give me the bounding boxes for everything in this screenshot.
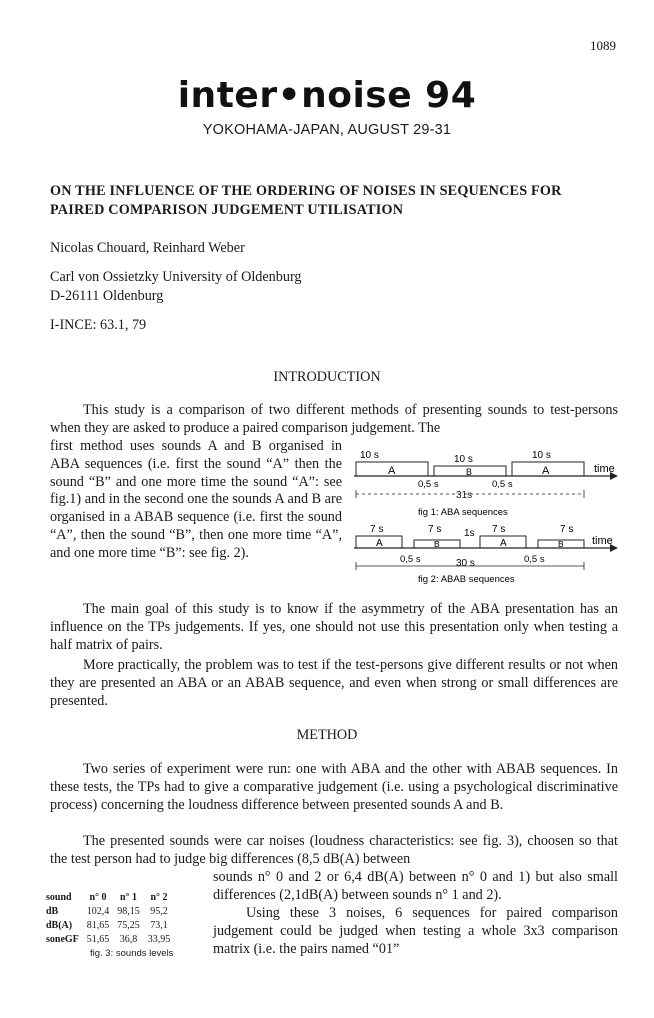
intro-paragraph-3: More practically, the problem was to test if the test-persons give different results or not when they are presented an ABA or an ABAB sequence, and even when strong or small differences are presented. xyxy=(50,657,618,709)
method-paragraph-3-wrap: Using these 3 noises, 6 sequences for paired comparison judgement could be judged when testing a whole 3x3 comparison matrix (i.e. the pairs named “01” xyxy=(213,905,618,957)
fig2-duration-2: 7 s xyxy=(428,524,442,535)
figure-1-diagram xyxy=(352,446,624,522)
table-cell: 51,65 xyxy=(86,933,110,945)
fig2-duration-4: 7 s xyxy=(560,524,574,535)
figure-2-diagram xyxy=(352,522,624,588)
intro-paragraph-2: The main goal of this study is to know if the asymmetry of the ABA presentation has an influence on the TPs judgements. If yes, one should not use this presentation only when testing a half matrix of pairs. xyxy=(50,601,618,653)
fig2-duration-1: 7 s xyxy=(370,524,384,535)
affiliation-line-2: D-26111 Oldenburg xyxy=(50,288,164,304)
fig2-gap-middle: 1s xyxy=(464,528,475,539)
fig2-axis-label: time xyxy=(592,535,613,547)
fig3-caption: fig. 3: sounds levels xyxy=(90,948,174,959)
fig1-label-a2: A xyxy=(542,465,550,477)
table-header-cell: n° 2 xyxy=(150,891,168,903)
fig2-duration-3: 7 s xyxy=(492,524,506,535)
table-row xyxy=(46,904,174,918)
table-cell: 36,8 xyxy=(119,933,138,945)
method-heading: METHOD xyxy=(296,727,358,743)
affiliation-line-1: Carl von Ossietzky University of Oldenburg xyxy=(50,269,302,285)
fig2-gap-1: 0,5 s xyxy=(400,554,421,565)
intro-paragraph-1-wrap: first method uses sounds A and B organised in ABA sequences (i.e. first the sound “A” then the sound “B” and one more time the sound “A”: see fig.1) and in the second one the sounds A and B are organised in a ABAB sequence (i.e. first the sound “A”, then the sound “B”, then one more time “A”, and one more time “B”: see fig. 2). xyxy=(50,438,342,561)
table-cell: 81,65 xyxy=(86,919,110,931)
table-header-cell: sound xyxy=(46,891,72,903)
conference-location: YOKOHAMA-JAPAN, AUGUST 29-31 xyxy=(202,122,452,138)
table-cell: 75,25 xyxy=(117,919,140,931)
table-header-row xyxy=(46,890,174,904)
authors: Nicolas Chouard, Reinhard Weber xyxy=(50,240,245,256)
table-row xyxy=(46,932,174,946)
introduction-heading: INTRODUCTION xyxy=(273,369,381,385)
fig1-gap-2: 0,5 s xyxy=(492,479,513,490)
method-paragraph-1: Two series of experiment were run: one with ABA and the other with ABAB sequences. In these tests, the TPs had to give a comparative judgement (i.e. using a psychological discriminative process) concerning the loudness difference between presented sounds A and B. xyxy=(50,761,618,813)
fig2-gap-3: 0,5 s xyxy=(524,554,545,565)
page-number: 1089 xyxy=(590,38,616,53)
fig2-caption: fig 2: ABAB sequences xyxy=(418,574,515,585)
fig2-label-b2: B xyxy=(558,539,564,549)
table-cell: 95,2 xyxy=(150,905,168,917)
fig1-caption: fig 1: ABA sequences xyxy=(418,507,508,518)
method-paragraph-2-wrap: sounds n° 0 and 2 or 6,4 dB(A) between n° 0 and 1) but also small differences (2,1dB(A) between sounds n° 1 and 2). xyxy=(213,869,618,903)
fig1-label-b: B xyxy=(466,467,473,477)
fig1-duration-3: 10 s xyxy=(532,450,551,461)
fig1-duration-1: 10 s xyxy=(360,450,379,461)
table-header-cell: n° 1 xyxy=(120,891,138,903)
sound-levels-table xyxy=(46,890,174,946)
fig2-label-a1: A xyxy=(376,538,383,549)
fig2-total: 30 s xyxy=(456,558,475,569)
table-cell: 33,95 xyxy=(147,933,171,945)
method-paragraph-2: The presented sounds were car noises (loudness characteristics: see fig. 3), choosen so that the test person had to judge big differences (8,5 dB(A) between xyxy=(50,833,618,867)
fig1-gap-1: 0,5 s xyxy=(418,479,439,490)
table-row-label: soneGF xyxy=(46,933,79,945)
fig1-duration-2: 10 s xyxy=(454,454,473,465)
table-cell: 102,4 xyxy=(86,905,110,917)
table-row xyxy=(46,918,174,932)
figure-2 xyxy=(352,522,624,593)
fig1-total: 31s xyxy=(456,490,473,501)
paper-title-line-1: ON THE INFLUENCE OF THE ORDERING OF NOISES IN SEQUENCES FOR xyxy=(50,183,562,199)
table-row-label: dB(A) xyxy=(46,919,73,931)
figure-3 xyxy=(46,890,174,959)
intro-paragraph-1: This study is a comparison of two different methods of presenting sounds to test-persons when they are asked to produce a paired comparison judgement. The xyxy=(50,402,618,436)
fig1-label-a1: A xyxy=(388,465,396,477)
table-header-cell: n° 0 xyxy=(89,891,107,903)
conference-logo: inter•noise 94 xyxy=(177,75,477,116)
paper-title-line-2: PAIRED COMPARISON JUDGEMENT UTILISATION xyxy=(50,202,404,218)
figure-1 xyxy=(352,446,624,527)
paper-title xyxy=(50,182,620,220)
fig1-axis-label: time xyxy=(594,463,615,475)
ince-code: I-INCE: 63.1, 79 xyxy=(50,317,147,333)
fig2-label-b1: B xyxy=(434,539,440,549)
table-cell: 98,15 xyxy=(117,905,140,917)
table-row-label: dB xyxy=(46,905,59,917)
table-cell: 73,1 xyxy=(150,919,168,931)
fig2-label-a2: A xyxy=(500,538,507,549)
